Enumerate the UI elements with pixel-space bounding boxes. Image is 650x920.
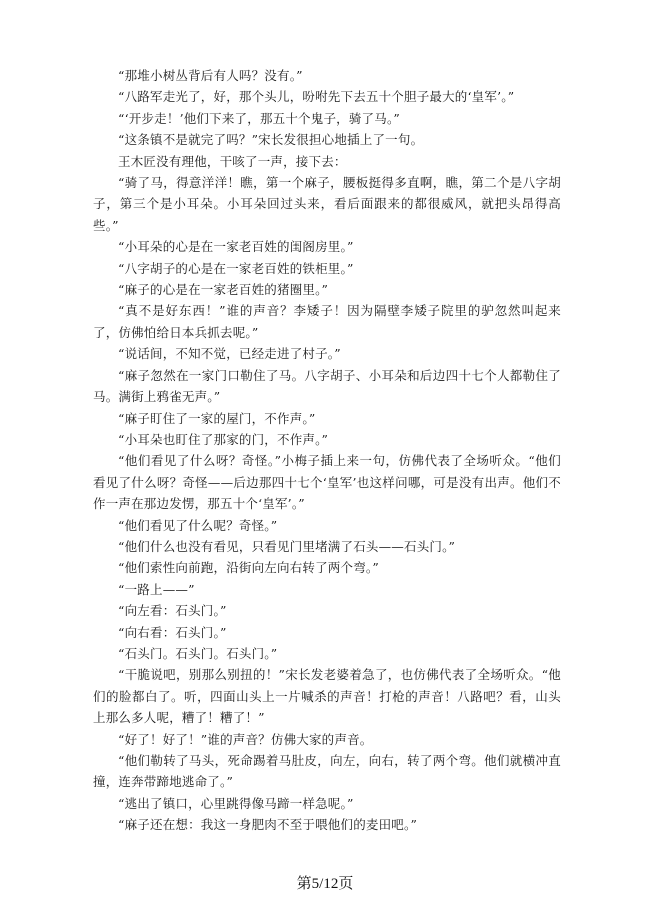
paragraph: “向右看：石头门。” xyxy=(118,624,227,640)
paragraph: 王木匠没有理他，干咳了一声，接下去： xyxy=(118,153,347,169)
paragraph: “干脆说吧，别那么别扭的！”宋长发老婆着急了，也仿佛代表了全场听众。“他们的脸都白了。听，四面山头上一片喊杀的声音！打枪的声音！八路吧？看，山头上那么多人呢，糟了！糟了！” xyxy=(93,667,561,726)
paragraph: “那堆小树丛背后有人吗？没有。” xyxy=(118,68,303,83)
paragraph: “好了！好了！”谁的声音？仿佛大家的声音。 xyxy=(118,731,373,747)
paragraph: “麻子忽然在一家门口勒住了马。八字胡子、小耳朵和后边四十七个人都勒住了马。满街上鸦雀无声。” xyxy=(93,367,561,405)
paragraph: “‘开步走！’他们下来了，那五十个鬼子，骑了马。” xyxy=(118,110,400,126)
paragraph: “小耳朵也盯住了那家的门，不作声。” xyxy=(118,431,329,447)
paragraph: “他们什么也没有看见，只看见门里堵满了石头——石头门。” xyxy=(118,538,456,554)
paragraph: “骑了马，得意洋洋！瞧，第一个麻子，腰板挺得多直啊，瞧，第二个是八字胡子，第三个是小耳朵。小耳朵回过头来，看后面跟来的都很威风，就把头昂得高些。” xyxy=(93,175,561,233)
paragraph: “说话间，不知不觉，已经走进了村子。” xyxy=(118,346,341,362)
text-body xyxy=(93,65,561,836)
paragraph: “他们索性向前跑，沿街向左向右转了两个弯。” xyxy=(118,560,379,576)
paragraph: “麻子盯住了一家的屋门，不作声。” xyxy=(118,410,316,426)
paragraph: “他们看见了什么呀？奇怪。”小梅子插上来一句，仿佛代表了全场听众。“他们看见了什么呀？奇怪——后边那四十七个‘皇军’也这样问哪，可是没有出声。他们不作一声在那边发愣，那五十个‘皇军’。” xyxy=(93,453,561,512)
paragraph: “石头门。石头门。石头门。” xyxy=(118,645,278,661)
paragraph: “麻子的心是在一家老百姓的猪圈里。” xyxy=(118,282,329,298)
paragraph: “一路上——” xyxy=(118,581,195,597)
paragraph: “逃出了镇口，心里跳得像马蹄一样急呢。” xyxy=(118,795,354,811)
paragraph: “他们看见了什么呢？奇怪。” xyxy=(118,517,278,533)
paragraph: “小耳朵的心是在一家老百姓的闺阁房里。” xyxy=(118,239,354,255)
paragraph: “真不是好东西！”谁的声音？李矮子！因为隔壁李矮子院里的驴忽然叫起来了，仿佛怕给日本兵抓去呢。” xyxy=(93,303,561,340)
paragraph: “八路军走光了，好，那个头儿，吩咐先下去五十个胆子最大的‘皇军’。” xyxy=(118,89,515,105)
paragraph: “麻子还在想：我这一身肥肉不至于喂他们的麦田吧。” xyxy=(118,817,418,833)
paragraph: “向左看：石头门。” xyxy=(118,603,227,619)
page-number: 第5/12页 xyxy=(296,876,354,892)
paragraph: “他们勒转了马头，死命踢着马肚皮，向左，向右，转了两个弯。他们就横冲直撞，连奔带蹄地逃命了。” xyxy=(93,753,561,790)
paragraph: “这条镇不是就完了吗？”宋长发很担心地插上了一句。 xyxy=(118,132,424,148)
paragraph: “八字胡子的心是在一家老百姓的铁柜里。” xyxy=(118,260,354,276)
